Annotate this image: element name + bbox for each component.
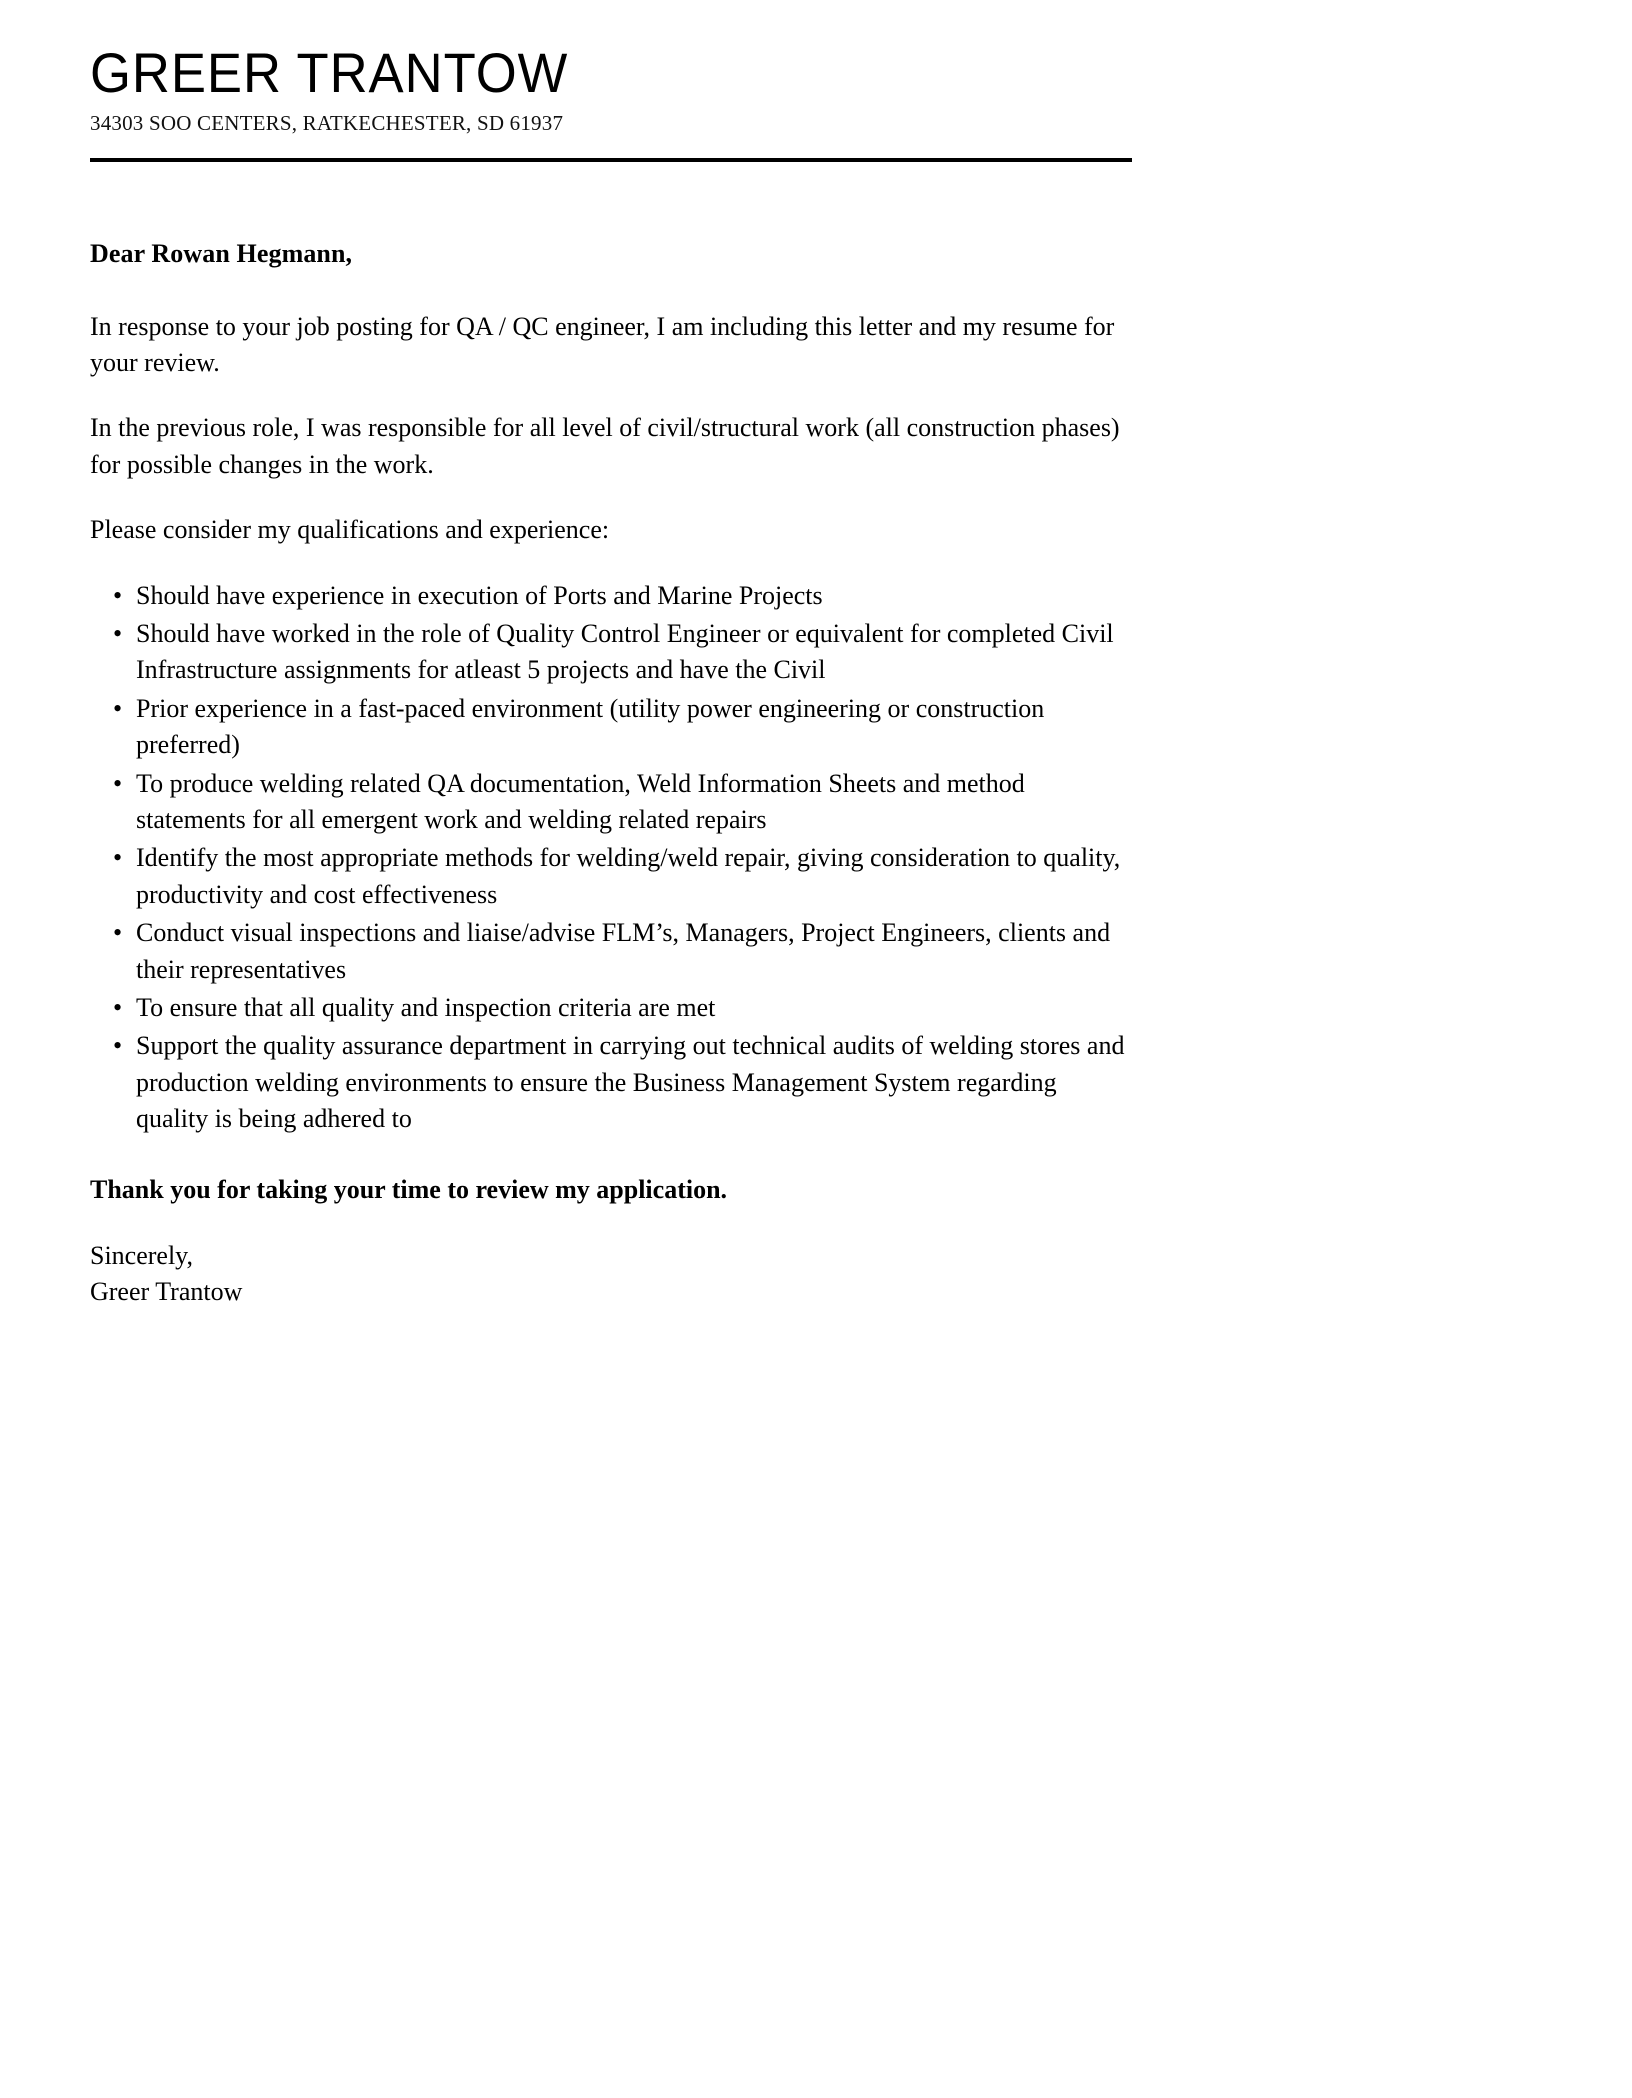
bullet-icon: • <box>113 693 123 723</box>
salutation: Dear Rowan Hegmann, <box>90 239 353 269</box>
header-divider <box>90 158 1132 162</box>
list-item <box>90 990 1132 1026</box>
list-item-text: Should have experience in execution of Ports and Marine Projects <box>136 580 823 610</box>
letterhead <box>90 0 1132 136</box>
body-paragraph-3: Please consider my qualifications and experience: <box>90 515 610 545</box>
bullet-icon: • <box>113 1031 123 1061</box>
list-item-text: Conduct visual inspections and liaise/advise FLM’s, Managers, Project Engineers, clients and their representatives <box>136 918 1111 984</box>
list-item-text: To ensure that all quality and inspection criteria are met <box>136 992 716 1022</box>
qualifications-list <box>90 578 1132 1138</box>
list-item <box>90 766 1132 839</box>
list-item-text: Prior experience in a fast-paced environment (utility power engineering or construction preferred) <box>136 693 1045 760</box>
bullet-icon: • <box>113 768 123 798</box>
body-paragraph-2: In the previous role, I was responsible for all level of civil/structural work (all construction phases) for possible changes in the work. <box>90 413 1120 479</box>
list-item <box>90 915 1132 988</box>
list-item <box>90 691 1132 764</box>
list-item <box>90 840 1132 913</box>
list-item-text: Support the quality assurance department in carrying out technical audits of welding stores and production welding environments to ensure the Business Management System regarding quality is being adhered to <box>136 1031 1125 1134</box>
sign-off-block <box>90 1238 1132 1311</box>
list-item-text: Should have worked in the role of Quality Control Engineer or equivalent for completed Civil Infrastructure assignments for atleast 5 projects and have the Civil <box>136 619 1114 685</box>
letter-content <box>90 0 1132 1311</box>
signature-name: Greer Trantow <box>90 1277 243 1307</box>
list-item <box>90 578 1132 614</box>
list-item-text: To produce welding related QA documentation, Weld Information Sheets and method statements for all emergent work and welding related repairs <box>136 768 1025 834</box>
applicant-address: 34303 SOO CENTERS, RATKECHESTER, SD 61937 <box>90 111 564 136</box>
sign-off-line: Sincerely, <box>90 1240 193 1270</box>
bullet-icon: • <box>113 619 123 649</box>
body-paragraph-1: In response to your job posting for QA / QC engineer, I am including this letter and my resume for your review. <box>90 311 1115 378</box>
list-item <box>90 616 1132 689</box>
list-item-text: Identify the most appropriate methods for welding/weld repair, giving consideration to quality, productivity and cost effectiveness <box>136 843 1121 909</box>
letter-body <box>90 236 1132 1310</box>
bullet-icon: • <box>113 580 123 610</box>
bullet-icon: • <box>113 843 123 873</box>
applicant-name: GREER TRANTOW <box>90 41 569 104</box>
bullet-icon: • <box>113 992 123 1022</box>
bullet-icon: • <box>113 918 123 948</box>
thank-you-line: Thank you for taking your time to review my application. <box>90 1174 728 1204</box>
list-item <box>90 1028 1132 1137</box>
